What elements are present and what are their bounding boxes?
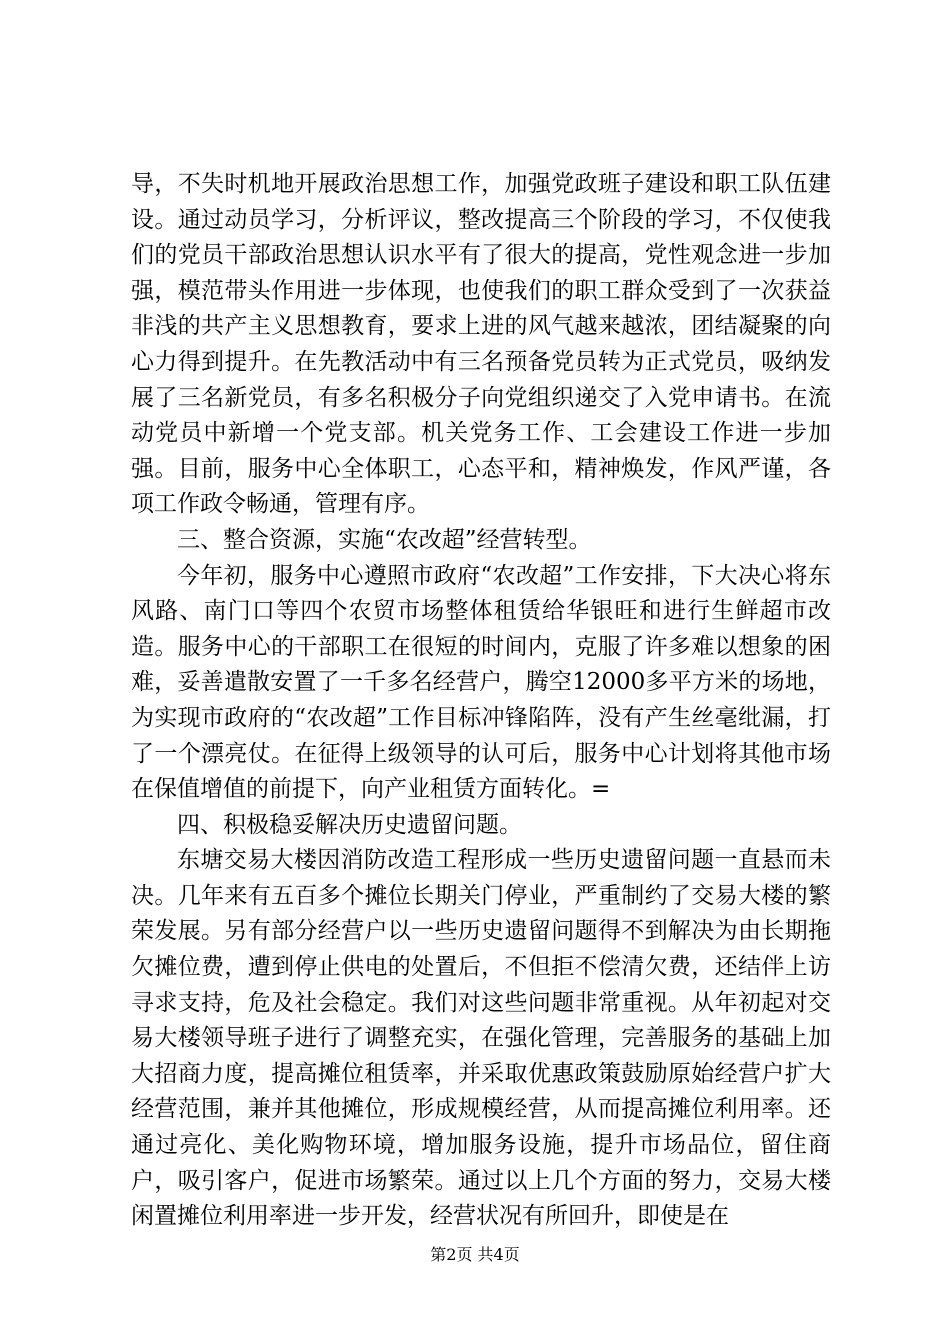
paragraph-market-reform: 今年初，服务中心遵照市政府“农改超”工作安排，下大决心将东风路、南门口等四个农贸市场整体租赁给华银旺和进行生鲜超市改造。服务中心的干部职工在很短的时间内，克服了许多难以想象的困难，妥善遣散安置了一千多名经营户，腾空12000多平方米的场地，为实现市政府的“农改超”工作目标冲锋陷阵，没有产生丝毫纰漏，打了一个漂亮仗。在征得上级领导的认可后，服务中心计划将其他市场在保值增值的前提下，向产业租赁方面转化。=	[131, 562, 831, 803]
section-heading-three: 三、整合资源，实施“农改超”经营转型。	[177, 526, 592, 553]
section-heading-four: 四、积极稳妥解决历史遗留问题。	[177, 811, 522, 838]
page-number-footer: 第2页 共4页	[430, 1245, 520, 1264]
paragraph-party-building: 导，不失时机地开展政治思想工作，加强党政班子建设和职工队伍建设。通过动员学习，分析评议，整改提高三个阶段的学习，不仅使我们的党员干部政治思想认识水平有了很大的提高，党性观念进一步加强，模范带头作用进一步体现，也使我们的职工群众受到了一次获益非浅的共产主义思想教育，要求上进的风气越来越浓，团结凝聚的向心力得到提升。在先教活动中有三名预备党员转为正式党员，吸纳发展了三名新党员，有多名积极分子向党组织递交了入党申请书。在流动党员中新增一个党支部。机关党务工作、工会建设工作进一步加强。目前，服务中心全体职工，心态平和，精神焕发，作风严谨，各项工作政令畅通，管理有序。	[131, 171, 831, 518]
paragraph-legacy-issues: 东塘交易大楼因消防改造工程形成一些历史遗留问题一直悬而未决。几年来有五百多个摊位长期关门停业，严重制约了交易大楼的繁荣发展。另有部分经营户以一些历史遗留问题得不到解决为由长期拖欠摊位费，遭到停止供电的处置后，不但拒不偿清欠费，还结伴上访寻求支持，危及社会稳定。我们对这些问题非常重视。从年初起对交易大楼领导班子进行了调整充实，在强化管理，完善服务的基础上加大招商力度，提高摊位租赁率，并采取优惠政策鼓励原始经营户扩大经营范围，兼并其他摊位，形成规模经营，从而提高摊位利用率。还通过亮化、美化购物环境，增加服务设施，提升市场品位，留住商户，吸引客户，促进市场繁荣。通过以上几个方面的努力，交易大楼闲置摊位利用率进一步开发，经营状况有所回升，即使是在	[131, 847, 831, 1230]
document-body	[131, 167, 831, 1235]
